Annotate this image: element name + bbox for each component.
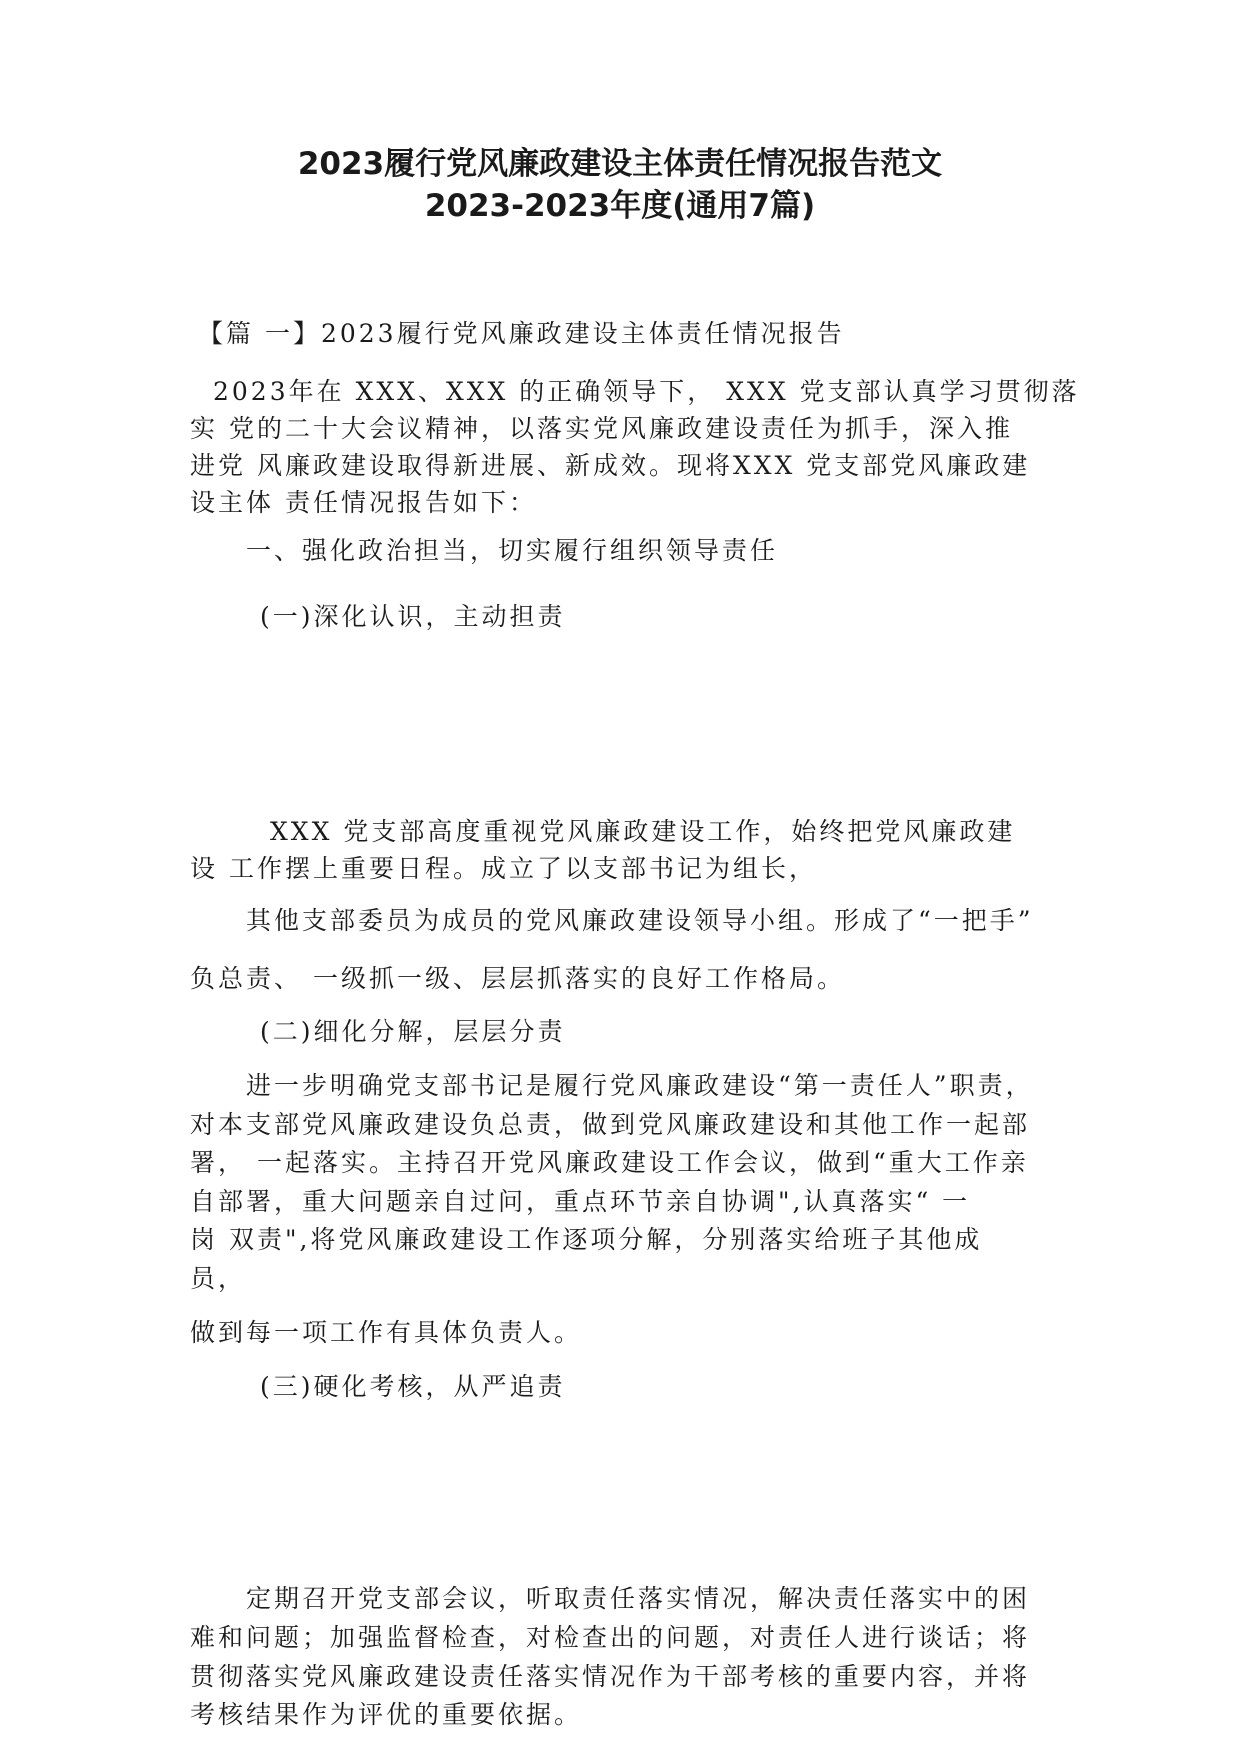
article-heading: 【篇 一】2023履行党风廉政建设主体责任情况报告 (198, 319, 845, 348)
document-title-line2: 2023-2023年度(通用7篇) (424, 188, 816, 224)
sub1-heading: (一)深化认识，主动担责 (260, 602, 566, 631)
sub3-body-line: 贯彻落实党风廉政建设责任落实情况作为干部考核的重要内容，并将 (190, 1662, 1031, 1691)
sub2-body-line: 自部署，重大问题亲自过问，重点环节亲自协调",认真落实“ 一 (190, 1187, 971, 1216)
intro-line: 设主体 责任情况报告如下： (190, 488, 537, 517)
sub2-body-line: 员， (190, 1264, 247, 1293)
sub2-body-line: 岗 双责",将党风廉政建设工作逐项分解，分别落实给班子其他成 (190, 1225, 983, 1254)
sub1-body-line: 负总责、 一级抓一级、层层抓落实的良好工作格局。 (190, 964, 845, 993)
sub1-body-line: 其他支部委员为成员的党风廉政建设领导小组。形成了“一把手” (246, 906, 1034, 935)
sub3-heading: (三)硬化考核，从严追责 (260, 1372, 566, 1401)
sub2-body-line: 做到每一项工作有具体负责人。 (190, 1318, 583, 1347)
intro-line: 实 党的二十大会议精神，以落实党风廉政建设责任为抓手，深入推 (190, 414, 1013, 443)
sub3-body-line: 考核结果作为评优的重要依据。 (190, 1700, 583, 1729)
sub2-heading: (二)细化分解，层层分责 (260, 1017, 566, 1046)
sub2-body-line: 对本支部党风廉政建设负总责，做到党风廉政建设和其他工作一起部 (190, 1110, 1031, 1139)
sub1-body-line: XXX 党支部高度重视党风廉政建设工作，始终把党风廉政建 (270, 817, 1016, 846)
sub2-body-line: 进一步明确党支部书记是履行党风廉政建设“第一责任人”职责， (246, 1071, 1034, 1100)
document-title-line1: 2023履行党风廉政建设主体责任情况报告范文 (297, 146, 943, 182)
sub2-body-line: 署， 一起落实。主持召开党风廉政建设工作会议，做到“重大工作亲 (190, 1148, 1029, 1177)
sub3-body-line: 定期召开党支部会议，听取责任落实情况，解决责任落实中的困 (246, 1584, 1031, 1613)
sub1-body-line: 设 工作摆上重要日程。成立了以支部书记为组长， (190, 854, 817, 883)
section1-heading: 一、强化政治担当，切实履行组织领导责任 (246, 536, 779, 565)
intro-line: 进党 风廉政建设取得新进展、新成效。现将XXX 党支部党风廉政建 (190, 451, 1031, 480)
intro-line: 2023年在 XXX、XXX 的正确领导下， XXX 党支部认真学习贯彻落 (213, 377, 1080, 406)
sub3-body-line: 难和问题；加强监督检查，对检查出的问题，对责任人进行谈话；将 (190, 1623, 1031, 1652)
